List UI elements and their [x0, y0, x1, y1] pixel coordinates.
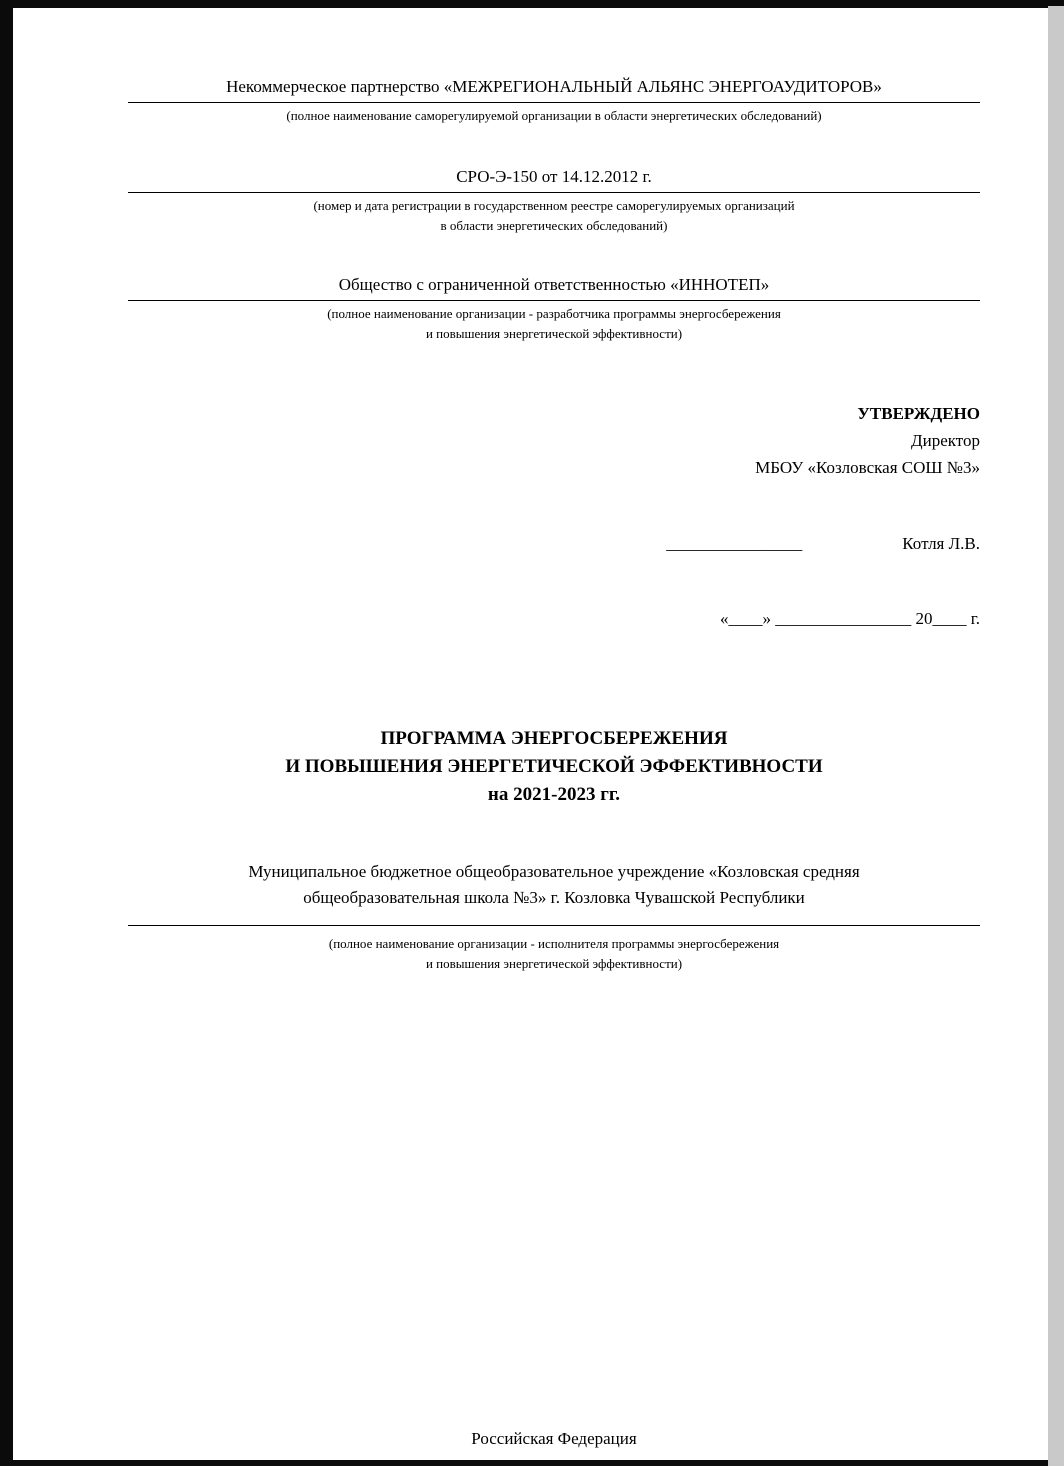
- registration-caption-line1: (номер и дата регистрации в государственном реестре саморегулируемых организаций: [313, 198, 795, 213]
- registration-caption-line2: в области энергетических обследований): [440, 218, 668, 233]
- approved-label: УТВЕРЖДЕНО: [857, 404, 980, 423]
- approval-block: [128, 400, 980, 481]
- approver-position: Директор: [911, 431, 980, 450]
- developer-name: Общество с ограниченной ответственностью «ИННОТЕП»: [338, 275, 770, 294]
- approver-organization: МБОУ «Козловская СОШ №3»: [755, 458, 980, 477]
- registration-underline: [128, 164, 980, 193]
- registration-number: СРО-Э-150 от 14.12.2012 г.: [456, 167, 652, 186]
- executor-name-line2: общеобразовательная школа №3» г. Козловка Чувашской Республики: [303, 888, 805, 907]
- page-content: [128, 8, 980, 1451]
- executor-name-line1: Муниципальное бюджетное общеобразовательное учреждение «Козловская средняя: [248, 862, 860, 881]
- sro-name-caption: (полное наименование саморегулируемой организации в области энергетических обследований): [286, 108, 822, 123]
- document-title-line1: ПРОГРАММА ЭНЕРГОСБЕРЕЖЕНИЯ: [380, 728, 728, 749]
- signature-blank: ________________: [666, 534, 803, 553]
- sro-name: Некоммерческое партнерство «МЕЖРЕГИОНАЛЬНЫЙ АЛЬЯНС ЭНЕРГОАУДИТОРОВ»: [226, 77, 882, 96]
- executor-caption-line2: и повышения энергетической эффективности): [425, 956, 683, 971]
- registration-block: [128, 164, 980, 236]
- document-title-line3: на 2021-2023 гг.: [487, 784, 621, 805]
- developer-caption-line1: (полное наименование организации - разработчика программы энергосбережения: [327, 306, 781, 321]
- document-page: [13, 8, 1048, 1460]
- signature-row: [128, 531, 980, 556]
- sro-block: [128, 8, 980, 126]
- executor-underline: [128, 859, 980, 926]
- document-title: [128, 725, 980, 809]
- scan-edge-strip: [1048, 6, 1064, 1466]
- sro-name-underline: [128, 74, 980, 103]
- signer-name: Котля Л.В.: [902, 534, 980, 553]
- date-row: [128, 606, 980, 631]
- executor-caption-line1: (полное наименование организации - исполнителя программы энергосбережения: [328, 936, 780, 951]
- developer-caption-line2: и повышения энергетической эффективности): [425, 326, 683, 341]
- developer-block: [128, 272, 980, 344]
- document-title-line2: И ПОВЫШЕНИЯ ЭНЕРГЕТИЧЕСКОЙ ЭФФЕКТИВНОСТИ: [285, 756, 823, 777]
- date-blank: «____» ________________ 20____ г.: [719, 609, 980, 628]
- developer-underline: [128, 272, 980, 301]
- executor-block: [128, 859, 980, 974]
- footer-country: Российская Федерация: [471, 1429, 637, 1448]
